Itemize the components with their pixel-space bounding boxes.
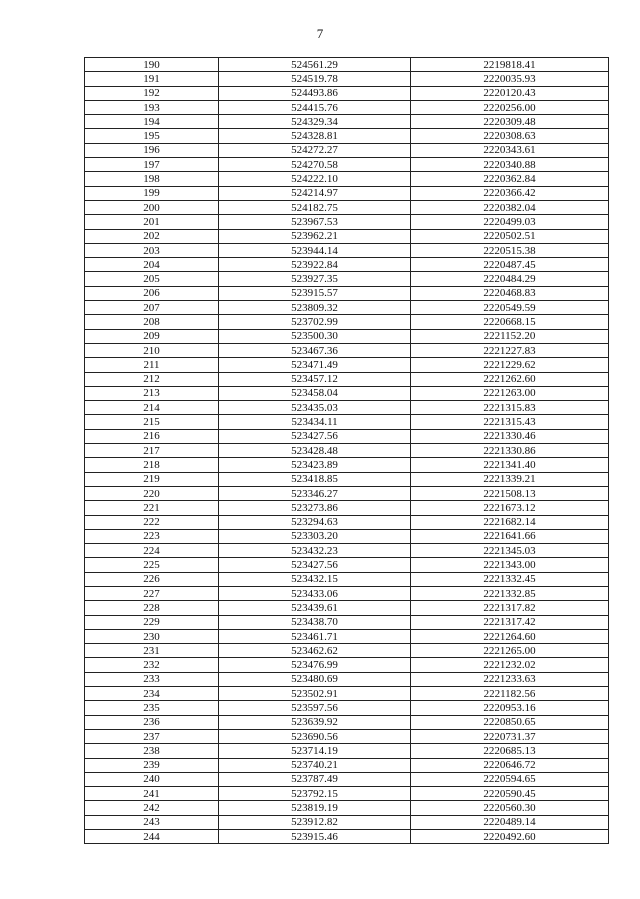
table-row — [85, 143, 609, 157]
point-number-cell: 229 — [85, 615, 219, 629]
x-coordinate-cell: 523438.70 — [219, 615, 411, 629]
y-coordinate-cell: 2220340.88 — [411, 158, 609, 172]
table-row — [85, 744, 609, 758]
x-coordinate-cell: 524493.86 — [219, 86, 411, 100]
x-coordinate-cell: 523428.48 — [219, 444, 411, 458]
x-coordinate-cell: 524182.75 — [219, 200, 411, 214]
point-number-cell: 206 — [85, 286, 219, 300]
table-row — [85, 358, 609, 372]
x-coordinate-cell: 524329.34 — [219, 115, 411, 129]
y-coordinate-cell: 2221341.40 — [411, 458, 609, 472]
coordinates-table — [84, 57, 609, 844]
point-number-cell: 231 — [85, 644, 219, 658]
x-coordinate-cell: 523714.19 — [219, 744, 411, 758]
table-row — [85, 401, 609, 415]
table-row — [85, 601, 609, 615]
table-row — [85, 58, 609, 72]
point-number-cell: 210 — [85, 343, 219, 357]
x-coordinate-cell: 523461.71 — [219, 629, 411, 643]
y-coordinate-cell: 2220366.42 — [411, 186, 609, 200]
table-row — [85, 100, 609, 114]
y-coordinate-cell: 2221343.00 — [411, 558, 609, 572]
point-number-cell: 236 — [85, 715, 219, 729]
table-row — [85, 301, 609, 315]
x-coordinate-cell: 524272.27 — [219, 143, 411, 157]
x-coordinate-cell: 523423.89 — [219, 458, 411, 472]
y-coordinate-cell: 2220120.43 — [411, 86, 609, 100]
table-row — [85, 472, 609, 486]
x-coordinate-cell: 523915.57 — [219, 286, 411, 300]
point-number-cell: 208 — [85, 315, 219, 329]
table-row — [85, 672, 609, 686]
table-row — [85, 115, 609, 129]
y-coordinate-cell: 2219818.41 — [411, 58, 609, 72]
point-number-cell: 192 — [85, 86, 219, 100]
table-row — [85, 458, 609, 472]
y-coordinate-cell: 2220549.59 — [411, 301, 609, 315]
point-number-cell: 207 — [85, 301, 219, 315]
y-coordinate-cell: 2220468.83 — [411, 286, 609, 300]
y-coordinate-cell: 2220309.48 — [411, 115, 609, 129]
x-coordinate-cell: 523432.23 — [219, 544, 411, 558]
x-coordinate-cell: 523471.49 — [219, 358, 411, 372]
y-coordinate-cell: 2220256.00 — [411, 100, 609, 114]
point-number-cell: 199 — [85, 186, 219, 200]
y-coordinate-cell: 2220953.16 — [411, 701, 609, 715]
point-number-cell: 194 — [85, 115, 219, 129]
y-coordinate-cell: 2220484.29 — [411, 272, 609, 286]
y-coordinate-cell: 2220515.38 — [411, 243, 609, 257]
table-row — [85, 415, 609, 429]
point-number-cell: 227 — [85, 586, 219, 600]
x-coordinate-cell: 523702.99 — [219, 315, 411, 329]
y-coordinate-cell: 2221229.62 — [411, 358, 609, 372]
point-number-cell: 198 — [85, 172, 219, 186]
y-coordinate-cell: 2221682.14 — [411, 515, 609, 529]
point-number-cell: 191 — [85, 72, 219, 86]
table-row — [85, 343, 609, 357]
table-row — [85, 315, 609, 329]
point-number-cell: 216 — [85, 429, 219, 443]
point-number-cell: 201 — [85, 215, 219, 229]
point-number-cell: 193 — [85, 100, 219, 114]
table-row — [85, 515, 609, 529]
y-coordinate-cell: 2220489.14 — [411, 815, 609, 829]
x-coordinate-cell: 523439.61 — [219, 601, 411, 615]
point-number-cell: 242 — [85, 801, 219, 815]
point-number-cell: 240 — [85, 772, 219, 786]
point-number-cell: 195 — [85, 129, 219, 143]
table-row — [85, 772, 609, 786]
table-row — [85, 815, 609, 829]
x-coordinate-cell: 524328.81 — [219, 129, 411, 143]
point-number-cell: 234 — [85, 687, 219, 701]
y-coordinate-cell: 2221152.20 — [411, 329, 609, 343]
y-coordinate-cell: 2220850.65 — [411, 715, 609, 729]
point-number-cell: 226 — [85, 572, 219, 586]
point-number-cell: 203 — [85, 243, 219, 257]
point-number-cell: 221 — [85, 501, 219, 515]
table-row — [85, 486, 609, 500]
y-coordinate-cell: 2221508.13 — [411, 486, 609, 500]
table-row — [85, 658, 609, 672]
x-coordinate-cell: 523427.56 — [219, 558, 411, 572]
x-coordinate-cell: 523597.56 — [219, 701, 411, 715]
x-coordinate-cell: 524222.10 — [219, 172, 411, 186]
y-coordinate-cell: 2221263.00 — [411, 386, 609, 400]
x-coordinate-cell: 523944.14 — [219, 243, 411, 257]
y-coordinate-cell: 2221182.56 — [411, 687, 609, 701]
x-coordinate-cell: 524519.78 — [219, 72, 411, 86]
point-number-cell: 244 — [85, 830, 219, 844]
y-coordinate-cell: 2221233.63 — [411, 672, 609, 686]
point-number-cell: 224 — [85, 544, 219, 558]
y-coordinate-cell: 2221262.60 — [411, 372, 609, 386]
y-coordinate-cell: 2221232.02 — [411, 658, 609, 672]
y-coordinate-cell: 2221317.42 — [411, 615, 609, 629]
table-row — [85, 243, 609, 257]
y-coordinate-cell: 2220487.45 — [411, 258, 609, 272]
x-coordinate-cell: 523303.20 — [219, 529, 411, 543]
x-coordinate-cell: 523480.69 — [219, 672, 411, 686]
x-coordinate-cell: 523476.99 — [219, 658, 411, 672]
x-coordinate-cell: 523500.30 — [219, 329, 411, 343]
table-row — [85, 801, 609, 815]
x-coordinate-cell: 523432.15 — [219, 572, 411, 586]
x-coordinate-cell: 523792.15 — [219, 787, 411, 801]
table-row — [85, 186, 609, 200]
x-coordinate-cell: 523690.56 — [219, 729, 411, 743]
point-number-cell: 212 — [85, 372, 219, 386]
x-coordinate-cell: 523346.27 — [219, 486, 411, 500]
point-number-cell: 200 — [85, 200, 219, 214]
table-row — [85, 715, 609, 729]
x-coordinate-cell: 523962.21 — [219, 229, 411, 243]
table-row — [85, 372, 609, 386]
y-coordinate-cell: 2221317.82 — [411, 601, 609, 615]
table-row — [85, 172, 609, 186]
x-coordinate-cell: 524561.29 — [219, 58, 411, 72]
x-coordinate-cell: 523912.82 — [219, 815, 411, 829]
table-row — [85, 787, 609, 801]
table-row — [85, 200, 609, 214]
point-number-cell: 243 — [85, 815, 219, 829]
x-coordinate-cell: 523273.86 — [219, 501, 411, 515]
x-coordinate-cell: 523458.04 — [219, 386, 411, 400]
point-number-cell: 190 — [85, 58, 219, 72]
point-number-cell: 202 — [85, 229, 219, 243]
y-coordinate-cell: 2221330.46 — [411, 429, 609, 443]
page-number: 7 — [316, 26, 324, 41]
y-coordinate-cell: 2221264.60 — [411, 629, 609, 643]
y-coordinate-cell: 2221332.45 — [411, 572, 609, 586]
table-row — [85, 558, 609, 572]
table-row — [85, 758, 609, 772]
x-coordinate-cell: 524415.76 — [219, 100, 411, 114]
x-coordinate-cell: 523639.92 — [219, 715, 411, 729]
table-row — [85, 687, 609, 701]
point-number-cell: 230 — [85, 629, 219, 643]
table-row — [85, 86, 609, 100]
y-coordinate-cell: 2221345.03 — [411, 544, 609, 558]
point-number-cell: 241 — [85, 787, 219, 801]
table-row — [85, 215, 609, 229]
table-row — [85, 701, 609, 715]
x-coordinate-cell: 523809.32 — [219, 301, 411, 315]
y-coordinate-cell: 2221332.85 — [411, 586, 609, 600]
point-number-cell: 222 — [85, 515, 219, 529]
x-coordinate-cell: 523427.56 — [219, 429, 411, 443]
table-row — [85, 429, 609, 443]
x-coordinate-cell: 523457.12 — [219, 372, 411, 386]
table-row — [85, 629, 609, 643]
point-number-cell: 239 — [85, 758, 219, 772]
point-number-cell: 214 — [85, 401, 219, 415]
x-coordinate-cell: 523819.19 — [219, 801, 411, 815]
point-number-cell: 220 — [85, 486, 219, 500]
x-coordinate-cell: 524270.58 — [219, 158, 411, 172]
y-coordinate-cell: 2220499.03 — [411, 215, 609, 229]
table-row — [85, 644, 609, 658]
x-coordinate-cell: 523294.63 — [219, 515, 411, 529]
x-coordinate-cell: 523915.46 — [219, 830, 411, 844]
point-number-cell: 215 — [85, 415, 219, 429]
point-number-cell: 211 — [85, 358, 219, 372]
point-number-cell: 204 — [85, 258, 219, 272]
point-number-cell: 225 — [85, 558, 219, 572]
y-coordinate-cell: 2221673.12 — [411, 501, 609, 515]
x-coordinate-cell: 523418.85 — [219, 472, 411, 486]
y-coordinate-cell: 2220492.60 — [411, 830, 609, 844]
y-coordinate-cell: 2220594.65 — [411, 772, 609, 786]
point-number-cell: 217 — [85, 444, 219, 458]
y-coordinate-cell: 2220362.84 — [411, 172, 609, 186]
y-coordinate-cell: 2221315.83 — [411, 401, 609, 415]
table-row — [85, 444, 609, 458]
y-coordinate-cell: 2221265.00 — [411, 644, 609, 658]
y-coordinate-cell: 2220731.37 — [411, 729, 609, 743]
y-coordinate-cell: 2221339.21 — [411, 472, 609, 486]
x-coordinate-cell: 523967.53 — [219, 215, 411, 229]
table-row — [85, 615, 609, 629]
y-coordinate-cell: 2221227.83 — [411, 343, 609, 357]
point-number-cell: 205 — [85, 272, 219, 286]
y-coordinate-cell: 2220560.30 — [411, 801, 609, 815]
table-row — [85, 286, 609, 300]
point-number-cell: 232 — [85, 658, 219, 672]
x-coordinate-cell: 523433.06 — [219, 586, 411, 600]
point-number-cell: 197 — [85, 158, 219, 172]
table-row — [85, 272, 609, 286]
table-row — [85, 258, 609, 272]
x-coordinate-cell: 523927.35 — [219, 272, 411, 286]
x-coordinate-cell: 523787.49 — [219, 772, 411, 786]
x-coordinate-cell: 523740.21 — [219, 758, 411, 772]
point-number-cell: 235 — [85, 701, 219, 715]
x-coordinate-cell: 523462.62 — [219, 644, 411, 658]
point-number-cell: 218 — [85, 458, 219, 472]
y-coordinate-cell: 2220035.93 — [411, 72, 609, 86]
table-row — [85, 544, 609, 558]
y-coordinate-cell: 2220343.61 — [411, 143, 609, 157]
point-number-cell: 237 — [85, 729, 219, 743]
x-coordinate-cell: 524214.97 — [219, 186, 411, 200]
point-number-cell: 209 — [85, 329, 219, 343]
y-coordinate-cell: 2221330.86 — [411, 444, 609, 458]
point-number-cell: 223 — [85, 529, 219, 543]
y-coordinate-cell: 2220308.63 — [411, 129, 609, 143]
table-row — [85, 158, 609, 172]
y-coordinate-cell: 2221641.66 — [411, 529, 609, 543]
point-number-cell: 228 — [85, 601, 219, 615]
table-row — [85, 129, 609, 143]
table-row — [85, 386, 609, 400]
table-row — [85, 830, 609, 844]
x-coordinate-cell: 523435.03 — [219, 401, 411, 415]
x-coordinate-cell: 523434.11 — [219, 415, 411, 429]
y-coordinate-cell: 2220685.13 — [411, 744, 609, 758]
table-row — [85, 586, 609, 600]
x-coordinate-cell: 523922.84 — [219, 258, 411, 272]
table-row — [85, 572, 609, 586]
point-number-cell: 233 — [85, 672, 219, 686]
point-number-cell: 213 — [85, 386, 219, 400]
table-row — [85, 229, 609, 243]
y-coordinate-cell: 2220382.04 — [411, 200, 609, 214]
table-row — [85, 72, 609, 86]
y-coordinate-cell: 2220590.45 — [411, 787, 609, 801]
y-coordinate-cell: 2220646.72 — [411, 758, 609, 772]
table-row — [85, 529, 609, 543]
point-number-cell: 238 — [85, 744, 219, 758]
table-row — [85, 729, 609, 743]
table-row — [85, 501, 609, 515]
x-coordinate-cell: 523502.91 — [219, 687, 411, 701]
point-number-cell: 219 — [85, 472, 219, 486]
coordinates-table-body — [85, 58, 609, 844]
table-row — [85, 329, 609, 343]
y-coordinate-cell: 2220502.51 — [411, 229, 609, 243]
point-number-cell: 196 — [85, 143, 219, 157]
y-coordinate-cell: 2221315.43 — [411, 415, 609, 429]
x-coordinate-cell: 523467.36 — [219, 343, 411, 357]
y-coordinate-cell: 2220668.15 — [411, 315, 609, 329]
